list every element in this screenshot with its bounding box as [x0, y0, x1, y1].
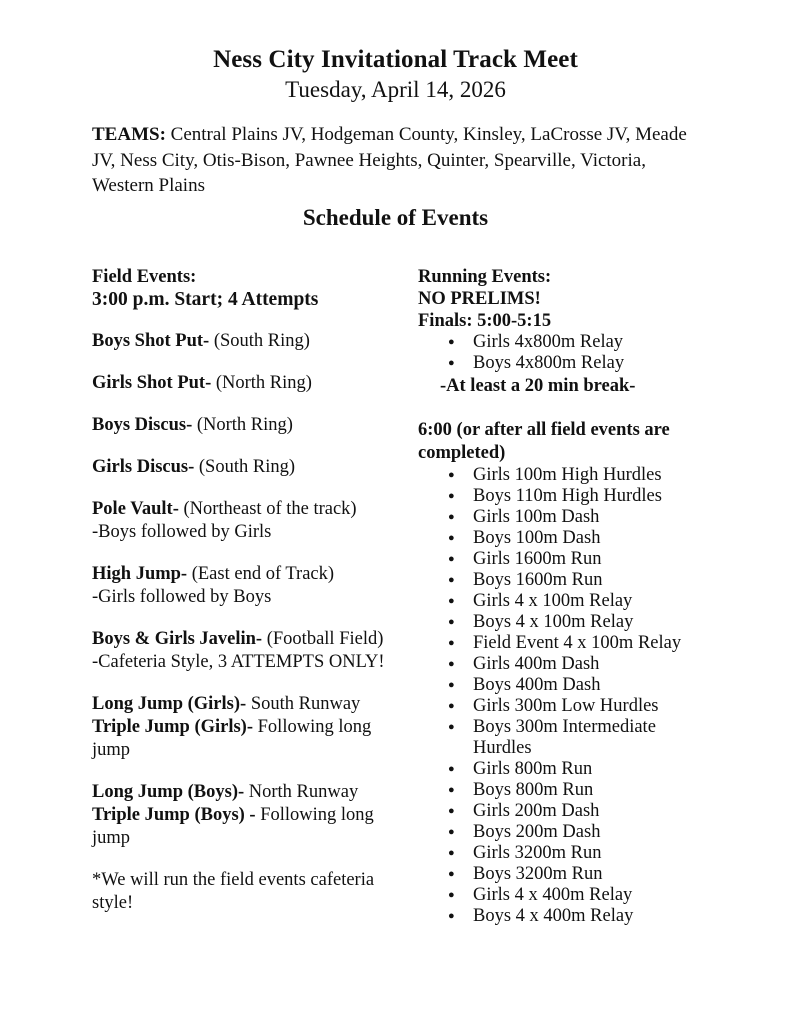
field-event-detail: (Football Field) — [262, 629, 384, 649]
field-events-start-time: 3:00 p.m. Start; 4 Attempts — [92, 289, 319, 310]
list-item: ● Boys 400m Dash — [418, 675, 718, 696]
field-event-note: -Girls followed by Boys — [92, 587, 272, 607]
list-item: ● Girls 4 x 400m Relay — [418, 885, 718, 906]
field-event-detail: (East end of Track) — [187, 564, 335, 584]
break-note: -At least a 20 min break- — [440, 376, 636, 396]
jump-event-detail: South Runway — [246, 694, 361, 714]
list-item: ● Boys 110m High Hurdles — [418, 486, 718, 507]
jump-event-name: Long Jump (Boys)- — [92, 782, 245, 802]
field-event-note: -Cafeteria Style, 3 ATTEMPTS ONLY! — [92, 652, 385, 672]
field-event-item — [92, 563, 392, 609]
jump-event-group — [92, 693, 392, 762]
field-event-detail: (North Ring) — [211, 373, 312, 393]
list-item: ● Girls 800m Run — [418, 759, 718, 780]
field-event-detail: (Northeast of the track) — [178, 499, 357, 519]
field-event-item — [92, 414, 392, 437]
field-event-name: Girls Discus- — [92, 457, 195, 477]
teams-paragraph — [92, 122, 706, 199]
jump-event-group — [92, 781, 392, 850]
field-event-name: Pole Vault- — [92, 499, 179, 519]
field-event-detail: (South Ring) — [209, 331, 310, 351]
list-item: ● Field Event 4 x 100m Relay — [418, 633, 718, 654]
field-event-detail: (South Ring) — [194, 457, 295, 477]
teams-label: TEAMS: — [92, 124, 166, 145]
list-item: ● Girls 100m High Hurdles — [418, 465, 718, 486]
list-item: ● Boys 100m Dash — [418, 528, 718, 549]
field-event-item — [92, 498, 392, 544]
field-event-name: Girls Shot Put- — [92, 373, 212, 393]
field-event-item — [92, 456, 392, 479]
list-item: ● Boys 3200m Run — [418, 864, 718, 885]
running-events-heading: Running Events: — [418, 267, 552, 287]
running-events-column — [418, 266, 718, 927]
jump-event-detail: North Runway — [244, 782, 359, 802]
list-item: ● Girls 200m Dash — [418, 801, 718, 822]
long-jump-girls — [92, 693, 392, 716]
field-events-column — [92, 266, 392, 915]
jump-event-detail: Following long jump — [92, 805, 374, 848]
list-item: ● Boys 200m Dash — [418, 822, 718, 843]
triple-jump-girls — [92, 716, 392, 762]
list-item: ● Girls 4x800m Relay — [418, 332, 718, 353]
field-event-name: Boys & Girls Javelin- — [92, 629, 263, 649]
field-event-item — [92, 330, 392, 353]
finals-event-list — [418, 332, 718, 374]
field-event-name: Boys Discus- — [92, 415, 193, 435]
list-item: ● Boys 800m Run — [418, 780, 718, 801]
schedule-heading: Schedule of Events — [302, 205, 489, 230]
field-events-footnote: *We will run the field events cafeteria style! — [92, 870, 375, 913]
list-item: ● Girls 100m Dash — [418, 507, 718, 528]
teams-list: Central Plains JV, Hodgeman County, Kinsley, LaCrosse JV, Meade JV, Ness City, Otis-Bison, Pawnee Heights, Quinter, Spearville, Victoria, Western Plains — [92, 124, 687, 196]
field-event-note: -Boys followed by Girls — [92, 522, 272, 542]
second-session-event-list — [418, 465, 718, 927]
field-events-heading: Field Events: — [92, 267, 197, 287]
long-jump-boys — [92, 781, 392, 804]
jump-event-name: Triple Jump (Boys) - — [92, 805, 256, 825]
field-event-name: Boys Shot Put- — [92, 331, 210, 351]
list-item: ● Girls 300m Low Hurdles — [418, 696, 718, 717]
second-session-heading: 6:00 (or after all field events are completed) — [418, 420, 670, 463]
list-item: ● Boys 4 x 400m Relay — [418, 906, 718, 927]
meet-date: Tuesday, April 14, 2026 — [285, 77, 506, 102]
field-event-name: High Jump- — [92, 564, 188, 584]
jump-event-name: Long Jump (Girls)- — [92, 694, 247, 714]
jump-event-name: Triple Jump (Girls)- — [92, 717, 254, 737]
list-item: ● Girls 3200m Run — [418, 843, 718, 864]
list-item: ● Girls 400m Dash — [418, 654, 718, 675]
list-item: ● Boys 1600m Run — [418, 570, 718, 591]
triple-jump-boys — [92, 804, 392, 850]
page-title: Ness City Invitational Track Meet — [213, 46, 578, 73]
no-prelims-note: NO PRELIMS! — [418, 289, 541, 309]
document-header — [0, 44, 791, 105]
finals-time: Finals: 5:00-5:15 — [418, 311, 552, 331]
jump-event-detail: Following long jump — [92, 717, 372, 760]
field-event-item — [92, 628, 392, 674]
list-item: ● Boys 4x800m Relay — [418, 353, 718, 374]
list-item: ● Boys 300m Intermediate Hurdles — [418, 717, 718, 759]
list-item: ● Boys 4 x 100m Relay — [418, 612, 718, 633]
section-spacer — [418, 398, 718, 419]
list-item: ● Girls 4 x 100m Relay — [418, 591, 718, 612]
field-event-detail: (North Ring) — [192, 415, 293, 435]
list-item: ● Girls 1600m Run — [418, 549, 718, 570]
field-event-item — [92, 372, 392, 395]
